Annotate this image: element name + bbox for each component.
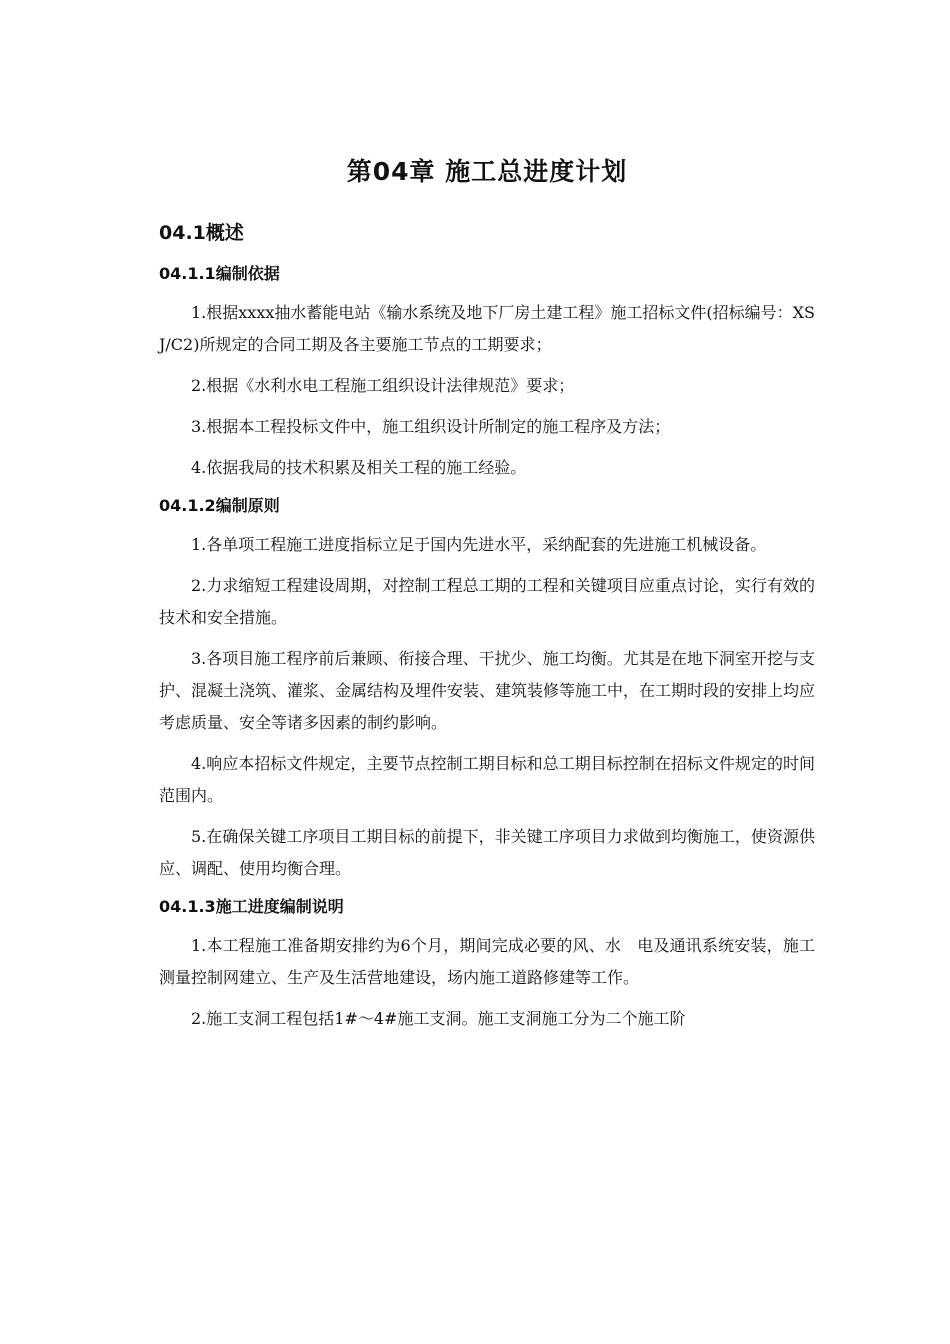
paragraph: 4.响应本招标文件规定，主要节点控制工期目标和总工期目标控制在招标文件规定的时间范围内。 (159, 754, 815, 805)
paragraph: 2.根据《水利水电工程施工组织设计法律规范》要求； (191, 376, 575, 395)
paragraph: 1.各单项工程施工进度指标立足于国内先进水平，采纳配套的先进施工机械设备。 (191, 535, 767, 554)
paragraph: 5.在确保关键工序项目工期目标的前提下，非关键工序项目力求做到均衡施工，使资源供应、调配、使用均衡合理。 (159, 827, 815, 878)
paragraph: 4.依据我局的技术积累及相关工程的施工经验。 (191, 458, 527, 477)
paragraph: 1.根据xxxx抽水蓄能电站《输水系统及地下厂房土建工程》施工招标文件(招标编号：XSJ/C2)所规定的合同工期及各主要施工节点的工期要求； (159, 303, 815, 354)
paragraph: 3.根据本工程投标文件中，施工组织设计所制定的施工程序及方法； (191, 417, 671, 436)
subsection-title-principles: 04.1.2编制原则 (159, 496, 280, 515)
subsection-title-schedule-notes: 04.1.3施工进度编制说明 (159, 897, 344, 916)
chapter-title: 第04章 施工总进度计划 (346, 157, 628, 186)
subsection-schedule-notes (159, 893, 815, 1035)
subsection-principles (159, 492, 815, 885)
paragraph: 2.施工支洞工程包括1#～4#施工支洞。施工支洞施工分为二个施工阶 (191, 1009, 686, 1028)
section-title: 04.1概述 (159, 222, 244, 244)
paragraph: 3.各项目施工程序前后兼顾、衔接合理、干扰少、施工均衡。尤其是在地下洞室开挖与支护、混凝土浇筑、灌浆、金属结构及埋件安装、建筑装修等施工中，在工期时段的安排上均应考虑质量、安全等诸多因素的制约影响。 (159, 649, 816, 732)
subsection-basis (159, 260, 815, 484)
subsection-title-basis: 04.1.1编制依据 (159, 264, 280, 283)
paragraph: 2.力求缩短工程建设周期，对控制工程总工期的工程和关键项目应重点讨论，实行有效的技术和安全措施。 (159, 576, 815, 627)
document-body (159, 150, 815, 1043)
paragraph: 1.本工程施工准备期安排约为6个月，期间完成必要的风、水 电及通讯系统安装，施工测量控制网建立、生产及生活营地建设，场内施工道路修建等工作。 (159, 936, 815, 987)
